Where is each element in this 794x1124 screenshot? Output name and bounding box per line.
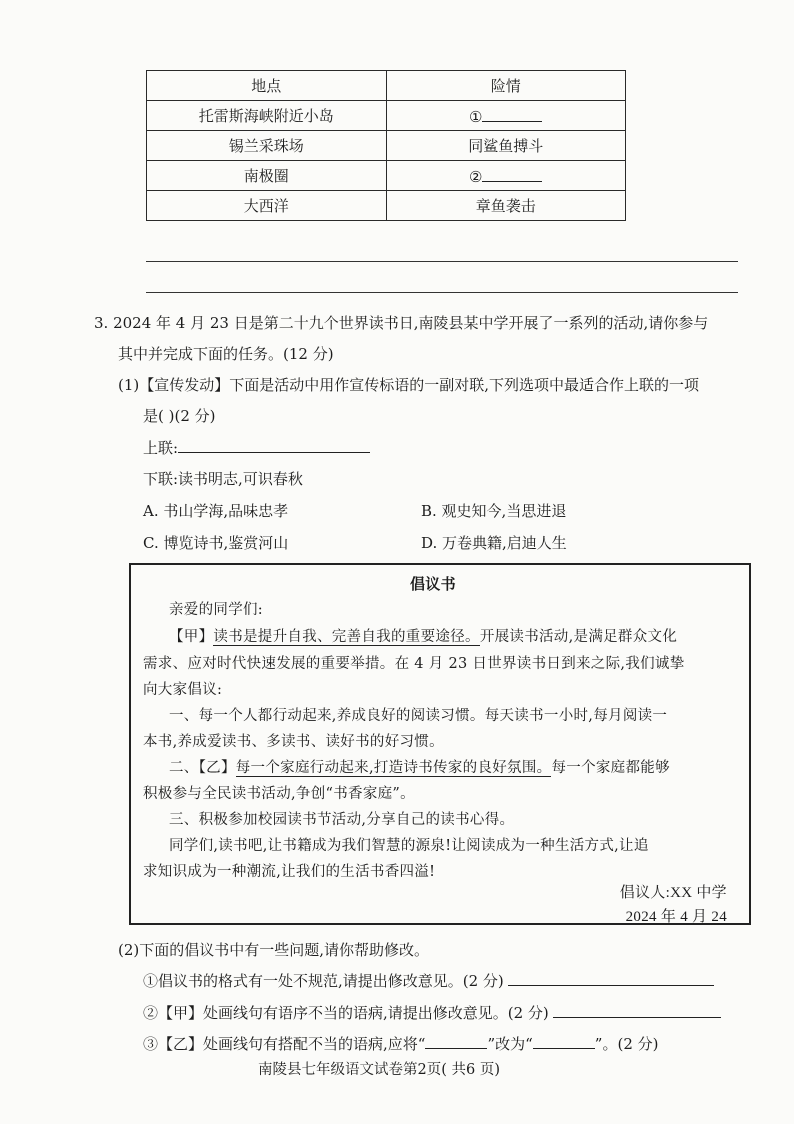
- proposal-letter-box: [129, 563, 751, 925]
- letter-item3: 三、积极参加校园读书节活动,分享自己的读书心得。: [169, 812, 515, 828]
- q3-part2-item1-text: ①倡议书的格式有一处不规范,请提出修改意见。(2 分): [143, 972, 504, 990]
- lower-couplet-line: 下联:读书明志,可识春秋: [143, 470, 303, 488]
- table-cell-label: ②: [469, 167, 483, 186]
- q3-part2-item3-text-a: ③【乙】处画线句有搭配不当的语病,应将“: [143, 1035, 426, 1053]
- jia-underlined-sentence: 读书是提升自我、完善自我的重要途径。: [213, 629, 480, 645]
- letter-closing-line2: 求知识成为一种潮流,让我们的生活书香四溢!: [143, 864, 436, 880]
- danger-table: [146, 70, 626, 221]
- q3-part1-line1: (1)【宣传发动】下面是活动中用作宣传标语的一副对联,下列选项中最适合作上联的一项: [118, 376, 700, 394]
- letter-item2-line1: [169, 756, 670, 777]
- letter-paragraph1-line2: 需求、应对时代快速发展的重要举措。在 4 月 23 日世界读书日到来之际,我们诚挚: [143, 656, 685, 672]
- table-cell: 同鲨鱼搏斗: [386, 131, 626, 161]
- answer-line[interactable]: [146, 292, 738, 293]
- answer-blank[interactable]: [508, 970, 714, 986]
- table-row: [147, 191, 626, 221]
- option-d[interactable]: D. 万卷典籍,启迪人生: [421, 534, 567, 552]
- table-cell: 大西洋: [147, 191, 387, 221]
- answer-blank[interactable]: [533, 1033, 595, 1049]
- letter-closing-line1: 同学们,读书吧,让书籍成为我们智慧的源泉!让阅读成为一种生活方式,让追: [169, 838, 649, 854]
- table-cell: [386, 161, 626, 191]
- table-cell: 章鱼袭击: [386, 191, 626, 221]
- letter-paragraph1-line3: 向大家倡议:: [143, 682, 223, 698]
- table-header-cell: 地点: [147, 71, 387, 101]
- letter-signer: 倡议人:XX 中学: [619, 885, 727, 901]
- q3-part1-line2: 是( )(2 分): [143, 407, 216, 425]
- yi-tag: 二、【乙】: [169, 760, 236, 776]
- table-row: [147, 161, 626, 191]
- q3-part2-heading: (2)下面的倡议书中有一些问题,请你帮助修改。: [118, 941, 430, 959]
- q3-part2-item2-text: ②【甲】处画线句有语序不当的语病,请提出修改意见。(2 分): [143, 1004, 549, 1022]
- table-header-cell: 险情: [386, 71, 626, 101]
- letter-title: 倡议书: [410, 575, 456, 593]
- table-cell: [386, 101, 626, 131]
- q3-part2-item2: [143, 1002, 721, 1023]
- table-row: [147, 131, 626, 161]
- q3-intro-line2: 其中并完成下面的任务。(12 分): [118, 345, 334, 363]
- option-c[interactable]: C. 博览诗书,鉴赏河山: [143, 534, 289, 552]
- answer-blank[interactable]: [553, 1002, 721, 1018]
- table-row: [147, 101, 626, 131]
- option-b[interactable]: B. 观史知今,当思进退: [421, 502, 567, 520]
- answer-blank[interactable]: [482, 166, 542, 182]
- q3-part2-item3: [143, 1033, 658, 1054]
- table-cell: 托雷斯海峡附近小岛: [147, 101, 387, 131]
- page-footer: 南陵县七年级语文试卷第2页( 共6 页): [258, 1062, 500, 1078]
- answer-blank[interactable]: [482, 106, 542, 122]
- letter-date: 2024 年 4 月 24: [625, 909, 727, 925]
- upper-couplet-label: 上联:: [143, 439, 179, 457]
- q3-intro-line1: 3. 2024 年 4 月 23 日是第二十九个世界读书日,南陵县某中学开展了一系列的活动,请你参与: [94, 314, 709, 332]
- table-cell: 南极圈: [147, 161, 387, 191]
- letter-item1-line1: 一、每一个人都行动起来,养成良好的阅读习惯。每天读书一小时,每月阅读一: [169, 708, 668, 724]
- table-header-row: [147, 71, 626, 101]
- q3-part2-item1: [143, 970, 714, 991]
- upper-couplet-blank[interactable]: [178, 437, 370, 453]
- q3-part2-item3-text-c: ”。(2 分): [594, 1035, 659, 1053]
- letter-item2-rest: 每一个家庭都能够: [551, 760, 670, 776]
- jia-tag: 【甲】: [169, 629, 214, 645]
- letter-item1-line2: 本书,养成爱读书、多读书、读好书的好习惯。: [143, 734, 444, 750]
- letter-paragraph1-line1: [169, 625, 677, 646]
- q3-part2-item3-text-b: ”改为“: [487, 1035, 533, 1053]
- yi-underlined-sentence: 每一个家庭行动起来,打造诗书传家的良好氛围。: [235, 760, 552, 776]
- letter-greeting: 亲爱的同学们:: [169, 602, 263, 618]
- upper-couplet-line: [143, 437, 370, 458]
- table-cell: 锡兰采珠场: [147, 131, 387, 161]
- answer-blank[interactable]: [425, 1033, 487, 1049]
- answer-line[interactable]: [146, 261, 738, 262]
- letter-paragraph1-rest: 开展读书活动,是满足群众文化: [479, 629, 678, 645]
- option-a[interactable]: A. 书山学海,品味忠孝: [143, 502, 289, 520]
- letter-item2-line2: 积极参与全民读书活动,争创“书香家庭”。: [143, 786, 415, 802]
- table-cell-label: ①: [469, 107, 483, 126]
